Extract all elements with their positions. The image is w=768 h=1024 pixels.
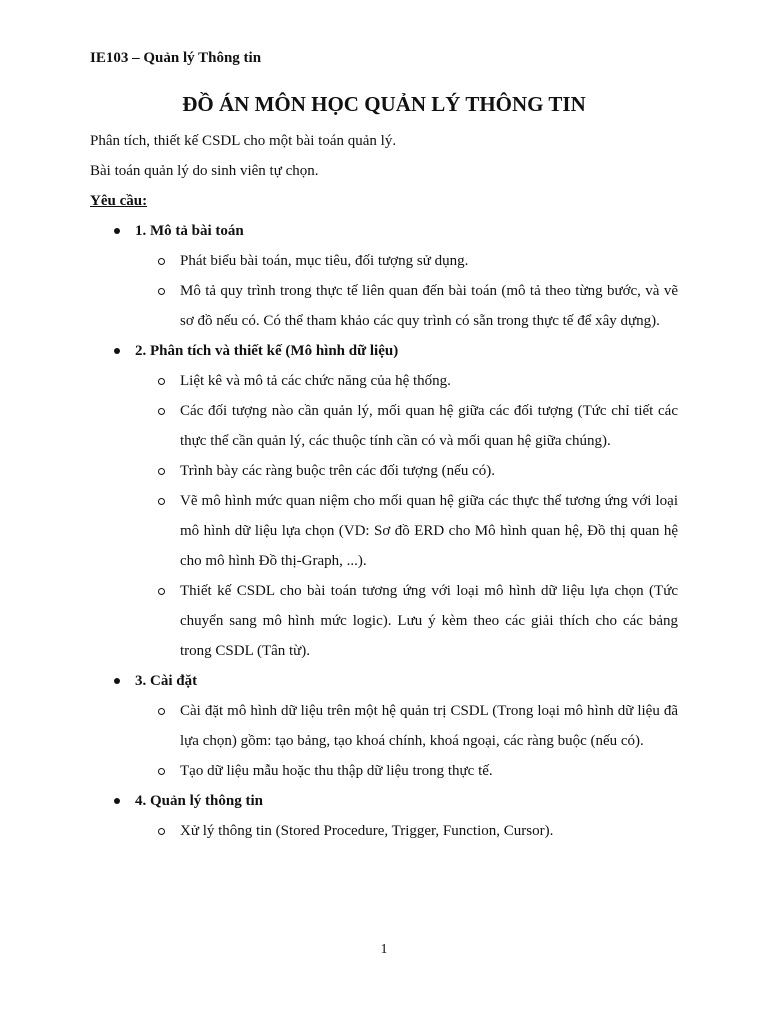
circle-bullet-icon xyxy=(158,708,165,715)
list-item-text: Các đối tượng nào cần quản lý, mối quan hệ giữa các đối tượng (Tức chỉ tiết các thực thể cần quản lý, các thuộc tính cần có và mối quan hệ giữa chúng). xyxy=(180,403,678,449)
list-item-text: Tạo dữ liệu mẫu hoặc thu thập dữ liệu trong thực tế. xyxy=(180,763,493,779)
list-item-text: Cài đặt mô hình dữ liệu trên một hệ quản trị CSDL (Trong loại mô hình dữ liệu đã lựa chọn) gồm: tạo bảng, tạo khoá chính, khoá ngoại, các ràng buộc (nếu có). xyxy=(180,703,678,749)
circle-bullet-icon xyxy=(158,378,165,385)
list-item xyxy=(90,816,678,846)
section-heading xyxy=(90,666,678,696)
list-item xyxy=(90,696,678,756)
circle-bullet-icon xyxy=(158,258,165,265)
list-item xyxy=(90,366,678,396)
circle-bullet-icon xyxy=(158,408,165,415)
section-heading xyxy=(90,216,678,246)
section-title: 3. Cài đặt xyxy=(135,673,198,689)
bullet-icon xyxy=(114,678,120,684)
page-number: 1 xyxy=(380,942,388,957)
bullet-icon xyxy=(114,228,120,234)
circle-bullet-icon xyxy=(158,288,165,295)
list-item xyxy=(90,396,678,456)
list-item xyxy=(90,486,678,576)
list-item-text: Thiết kế CSDL cho bài toán tương ứng với loại mô hình dữ liệu lựa chọn (Tức chuyển sang mô hình mức logic). Lưu ý kèm theo các giải thích cho các bảng trong CSDL (Tân từ). xyxy=(180,583,678,659)
intro-line-1: Phân tích, thiết kế CSDL cho một bài toán quản lý. xyxy=(90,133,397,149)
list-item xyxy=(90,276,678,336)
circle-bullet-icon xyxy=(158,768,165,775)
circle-bullet-icon xyxy=(158,828,165,835)
circle-bullet-icon xyxy=(158,498,165,505)
list-item xyxy=(90,756,678,786)
section-title: 1. Mô tả bài toán xyxy=(135,223,244,239)
intro-line-2: Bài toán quản lý do sinh viên tự chọn. xyxy=(90,163,319,179)
list-item xyxy=(90,246,678,276)
list-item-text: Mô tả quy trình trong thực tế liên quan đến bài toán (mô tả theo từng bước, và vẽ sơ đồ nếu có. Có thể tham khảo các quy trình có sẵn trong thực tế để xây dựng). xyxy=(180,283,678,329)
requirements-label: Yêu cầu: xyxy=(90,193,148,209)
bullet-icon xyxy=(114,348,120,354)
section-title: 4. Quản lý thông tin xyxy=(135,793,263,809)
list-item-text: Vẽ mô hình mức quan niệm cho mối quan hệ giữa các thực thể tương ứng với loại mô hình dữ liệu lựa chọn (VD: Sơ đồ ERD cho Mô hình quan hệ, Đồ thị quan hệ cho mô hình Đồ thị-Graph, ...). xyxy=(180,493,678,569)
document-title: ĐỒ ÁN MÔN HỌC QUẢN LÝ THÔNG TIN xyxy=(182,92,586,116)
list-item xyxy=(90,576,678,666)
list-item-text: Liệt kê và mô tả các chức năng của hệ thống. xyxy=(180,373,451,389)
list-item-text: Phát biểu bài toán, mục tiêu, đối tượng sử dụng. xyxy=(180,253,469,269)
list-item-text: Trình bày các ràng buộc trên các đối tượng (nếu có). xyxy=(180,463,495,479)
list-item xyxy=(90,456,678,486)
circle-bullet-icon xyxy=(158,588,165,595)
section-heading xyxy=(90,786,678,816)
circle-bullet-icon xyxy=(158,468,165,475)
section-title: 2. Phân tích và thiết kế (Mô hình dữ liệu) xyxy=(135,343,399,359)
bullet-icon xyxy=(114,798,120,804)
course-header: IE103 – Quản lý Thông tin xyxy=(90,50,262,66)
list-item-text: Xử lý thông tin (Stored Procedure, Trigger, Function, Cursor). xyxy=(180,823,554,839)
section-heading xyxy=(90,336,678,366)
